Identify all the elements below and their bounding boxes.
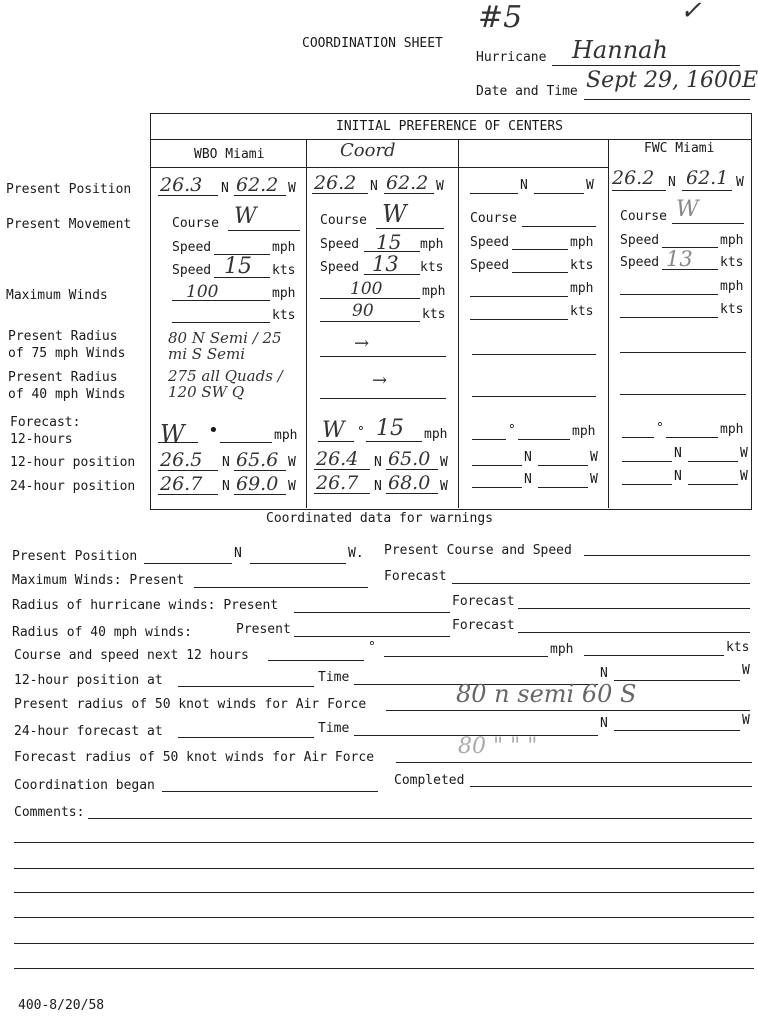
- wbo-pos-lat[interactable]: 26.3: [160, 174, 203, 196]
- wbo-p24-n: N: [222, 479, 230, 494]
- fwc-pos-lon[interactable]: 62.1: [686, 167, 729, 189]
- coord-kts-unit: kts: [420, 260, 444, 275]
- col-header-wbo: WBO Miami: [194, 147, 265, 162]
- fwc-speed-kts[interactable]: 13: [666, 247, 693, 271]
- coord-max-mph[interactable]: 100: [350, 279, 383, 299]
- cd-completed-field[interactable]: [470, 786, 752, 787]
- wbo-course[interactable]: W: [234, 204, 257, 229]
- coord-speed-mph-label: Speed: [320, 237, 360, 252]
- label-maximum-winds: Maximum Winds: [6, 288, 108, 303]
- cd-comments-label: Comments:: [14, 805, 85, 820]
- coord-n: N: [370, 179, 378, 194]
- coord-pos-lat[interactable]: 26.2: [314, 172, 357, 194]
- col-divider-3: [608, 139, 609, 508]
- comments-line-2[interactable]: [14, 842, 754, 843]
- label-present-position: Present Position: [6, 182, 132, 197]
- cd-pos12-n: N: [600, 666, 608, 681]
- comments-line-1[interactable]: [88, 818, 752, 819]
- wbo-p12-lon[interactable]: 65.6: [236, 449, 279, 471]
- wbo-speed-kts[interactable]: 15: [224, 254, 252, 279]
- col3-course-label: Course: [470, 211, 517, 226]
- wbo-p24-lat[interactable]: 26.7: [160, 473, 203, 495]
- cd-present-lat-field[interactable]: [144, 563, 232, 564]
- wbo-fc-dot: •: [208, 420, 219, 441]
- coord-course[interactable]: W: [382, 200, 407, 228]
- wbo-p24-lon[interactable]: 69.0: [236, 473, 279, 495]
- cd-radius-hurricane-label: Radius of hurricane winds: Present: [12, 598, 279, 613]
- cd-coord-began-label: Coordination began: [14, 778, 155, 793]
- cd-fc24-at-field[interactable]: [178, 737, 314, 738]
- cd-mph: mph: [550, 642, 574, 657]
- label-radius40-line2: of 40 mph Winds: [8, 387, 126, 402]
- label-12h-position: 12-hour position: [10, 455, 136, 470]
- col-divider-1: [306, 139, 307, 508]
- cd-kts: kts: [726, 640, 750, 655]
- wbo-radius75[interactable]: 80 N Semi / 25 mi S Semi: [168, 329, 282, 363]
- cd-present-course-speed-label: Present Course and Speed: [384, 543, 572, 558]
- coord-radius75[interactable]: →: [354, 333, 370, 354]
- coord-course-label: Course: [320, 213, 367, 228]
- wbo-p12-lat[interactable]: 26.5: [160, 449, 203, 471]
- fwc-speed-mph-label: Speed: [620, 233, 660, 248]
- cd-deg: °: [368, 640, 376, 655]
- comments-line-7[interactable]: [14, 968, 754, 969]
- col3-max-mph-unit: mph: [570, 281, 594, 296]
- coord-fc-deg: °: [357, 425, 365, 440]
- coord-fc-dir[interactable]: W: [322, 418, 345, 443]
- table-title: INITIAL PREFERENCE OF CENTERS: [336, 119, 563, 134]
- cd-pos12-time-label: Time: [318, 670, 350, 685]
- coord-p12-lon[interactable]: 65.0: [388, 448, 431, 470]
- cd-max-forecast-label: Forecast: [384, 569, 447, 584]
- col3-max-kts-unit: kts: [570, 304, 594, 319]
- label-radius40-line1: Present Radius: [8, 370, 118, 385]
- col-header-coord: Coord: [340, 140, 396, 161]
- label-present-movement: Present Movement: [6, 217, 132, 232]
- col3-p24-w: W: [590, 472, 598, 487]
- wbo-n: N: [221, 181, 229, 196]
- coord-p12-lat[interactable]: 26.4: [316, 448, 359, 470]
- table-title-divider: [150, 139, 751, 140]
- cd-radius50-forecast-label: Forecast radius of 50 knot winds for Air Force: [14, 750, 375, 765]
- cd-fc24-lon-field[interactable]: [614, 730, 740, 731]
- checkmark-icon: ✓: [680, 0, 702, 26]
- comments-line-3[interactable]: [14, 868, 754, 869]
- cd-fc24-w: W: [742, 713, 750, 728]
- cd-course-speed-12-label: Course and speed next 12 hours: [14, 648, 249, 663]
- fwc-kts-unit: kts: [720, 255, 744, 270]
- cd-radius40-present-label: Present: [236, 622, 291, 637]
- cd-radius-hurricane-field[interactable]: [294, 612, 450, 613]
- fwc-p24-n: N: [674, 469, 682, 484]
- coord-max-kts[interactable]: 90: [352, 301, 374, 321]
- fwc-p12-n: N: [674, 446, 682, 461]
- label-radius75-line2: of 75 mph Winds: [8, 346, 126, 361]
- cd-radius50-present-field[interactable]: [386, 710, 750, 711]
- wbo-p24-w: W: [288, 479, 296, 494]
- wbo-max-mph-unit: mph: [272, 286, 296, 301]
- coord-radius40[interactable]: →: [372, 370, 388, 391]
- cd-completed-label: Completed: [394, 773, 465, 788]
- cd-radius50-present-label: Present radius of 50 knot winds for Air Force: [14, 697, 367, 712]
- cd-max-forecast-field[interactable]: [452, 583, 750, 584]
- col3-w: W: [586, 178, 594, 193]
- wbo-kts-unit: kts: [272, 263, 296, 278]
- wbo-p12-w: W: [288, 455, 296, 470]
- label-radius75-line1: Present Radius: [8, 329, 118, 344]
- fwc-fc-deg: °: [656, 421, 664, 436]
- cd-w: W.: [348, 546, 364, 561]
- col3-p12-w: W: [590, 450, 598, 465]
- coord-speed-kts[interactable]: 13: [372, 252, 399, 276]
- cd-pos12-w: W: [742, 663, 750, 678]
- cd-radius40-fc-field[interactable]: [518, 632, 750, 633]
- coord-p24-lat[interactable]: 26.7: [316, 472, 359, 494]
- col3-kts-unit: kts: [570, 258, 594, 273]
- cd-pos12-at-field[interactable]: [178, 686, 314, 687]
- fwc-n: N: [668, 175, 676, 190]
- fwc-fc-mph-unit: mph: [720, 422, 744, 437]
- col-header-fwc: FWC Miami: [644, 141, 715, 156]
- datetime-line: [584, 99, 750, 100]
- coord-mph-unit: mph: [420, 237, 444, 252]
- coord-p24-n: N: [374, 479, 382, 494]
- fwc-w: W: [736, 175, 744, 190]
- cd-radius40-label: Radius of 40 mph winds:: [12, 625, 193, 640]
- col3-p12-n: N: [524, 450, 532, 465]
- fwc-p12-w: W: [740, 446, 748, 461]
- coordinated-title: Coordinated data for warnings: [266, 511, 493, 526]
- coord-p24-w: W: [440, 479, 448, 494]
- hurricane-label: Hurricane: [476, 50, 547, 65]
- cd-fc24-label: 24-hour forecast at: [14, 724, 163, 739]
- fwc-max-kts-unit: kts: [720, 302, 744, 317]
- fwc-mph-unit: mph: [720, 233, 744, 248]
- fwc-speed-kts-label: Speed: [620, 255, 660, 270]
- wbo-w: W: [288, 181, 296, 196]
- fwc-p24-w: W: [740, 469, 748, 484]
- coord-max-mph-unit: mph: [422, 284, 446, 299]
- col3-mph-unit: mph: [570, 235, 594, 250]
- coord-p24-lon[interactable]: 68.0: [388, 472, 431, 494]
- col3-fc-deg: °: [508, 423, 516, 438]
- wbo-max-kts-unit: kts: [272, 308, 296, 323]
- fwc-pos-lat[interactable]: 26.2: [612, 167, 655, 189]
- coord-p12-n: N: [374, 455, 382, 470]
- datetime-label: Date and Time: [476, 84, 578, 99]
- col3-speed-mph-label: Speed: [470, 235, 510, 250]
- hurricane-line: [552, 65, 740, 66]
- fwc-course-label: Course: [620, 209, 667, 224]
- cd-radius50-forecast-value[interactable]: 80 " " ": [458, 734, 538, 759]
- coord-speed-mph[interactable]: 15: [376, 230, 402, 254]
- comments-line-6[interactable]: [14, 943, 754, 944]
- sheet-number: #5: [478, 0, 523, 35]
- cd-radius-hurricane-fc-label: Forecast: [452, 594, 515, 609]
- cd-pos12-label: 12-hour position at: [14, 673, 163, 688]
- fwc-max-mph-unit: mph: [720, 279, 744, 294]
- wbo-pos-lon[interactable]: 62.2: [236, 174, 279, 196]
- sheet-title: COORDINATION SHEET: [302, 36, 443, 51]
- cd-fc24-time-label: Time: [318, 721, 350, 736]
- cd-course-12-field[interactable]: [268, 660, 364, 661]
- cd-fc24-n: N: [600, 716, 608, 731]
- table-header-divider: [150, 167, 608, 168]
- wbo-fc-dir[interactable]: W: [160, 420, 185, 448]
- wbo-radius40[interactable]: 275 all Quads / 120 SW Q: [168, 367, 283, 401]
- cd-present-position-label: Present Position: [12, 549, 138, 564]
- label-24h-position: 24-hour position: [10, 479, 136, 494]
- hurricane-name[interactable]: Hannah: [572, 36, 668, 64]
- fwc-course[interactable]: W: [676, 197, 699, 222]
- coord-w: W: [436, 179, 444, 194]
- wbo-p12-n: N: [222, 455, 230, 470]
- col3-n: N: [520, 178, 528, 193]
- coord-p12-w: W: [440, 455, 448, 470]
- col-divider-2: [458, 139, 459, 508]
- wbo-speed-mph-label: Speed: [172, 240, 212, 255]
- cd-radius40-field[interactable]: [294, 636, 450, 637]
- label-forecast-12h: 12-hours: [10, 432, 73, 447]
- coord-speed-kts-label: Speed: [320, 260, 360, 275]
- cd-n: N: [234, 546, 242, 561]
- cd-present-lon-field[interactable]: [250, 563, 346, 564]
- col3-speed-kts-label: Speed: [470, 258, 510, 273]
- wbo-max-mph[interactable]: 100: [186, 282, 219, 302]
- coord-fc-speed[interactable]: 15: [376, 416, 404, 441]
- cd-max-winds-field[interactable]: [194, 587, 368, 588]
- label-forecast: Forecast:: [10, 415, 81, 430]
- col3-p24-n: N: [524, 472, 532, 487]
- wbo-fc-mph-unit: mph: [274, 428, 298, 443]
- comments-line-5[interactable]: [14, 917, 754, 918]
- coord-fc-mph-unit: mph: [424, 427, 448, 442]
- form-id: 400-8/20/58: [18, 998, 105, 1013]
- cd-radius50-present-value[interactable]: 80 n semi 60 S: [456, 680, 637, 708]
- datetime-value[interactable]: Sept 29, 1600E: [586, 68, 758, 93]
- cd-max-winds-label: Maximum Winds: Present: [12, 573, 185, 588]
- cd-radius50-forecast-field[interactable]: [396, 762, 752, 763]
- wbo-speed-kts-label: Speed: [172, 263, 212, 278]
- comments-line-4[interactable]: [14, 892, 754, 893]
- cd-radius-hurricane-fc-field[interactable]: [518, 608, 750, 609]
- cd-kts-12-field[interactable]: [584, 655, 724, 656]
- cd-present-course-speed-field[interactable]: [584, 555, 750, 556]
- cd-coord-began-field[interactable]: [162, 791, 378, 792]
- coord-pos-lon[interactable]: 62.2: [386, 172, 429, 194]
- col3-fc-mph-unit: mph: [572, 424, 596, 439]
- wbo-course-label: Course: [172, 216, 219, 231]
- coord-max-kts-unit: kts: [422, 307, 446, 322]
- cd-radius40-fc-label: Forecast: [452, 618, 515, 633]
- cd-speed-12-field[interactable]: [384, 656, 548, 657]
- wbo-mph-unit: mph: [272, 240, 296, 255]
